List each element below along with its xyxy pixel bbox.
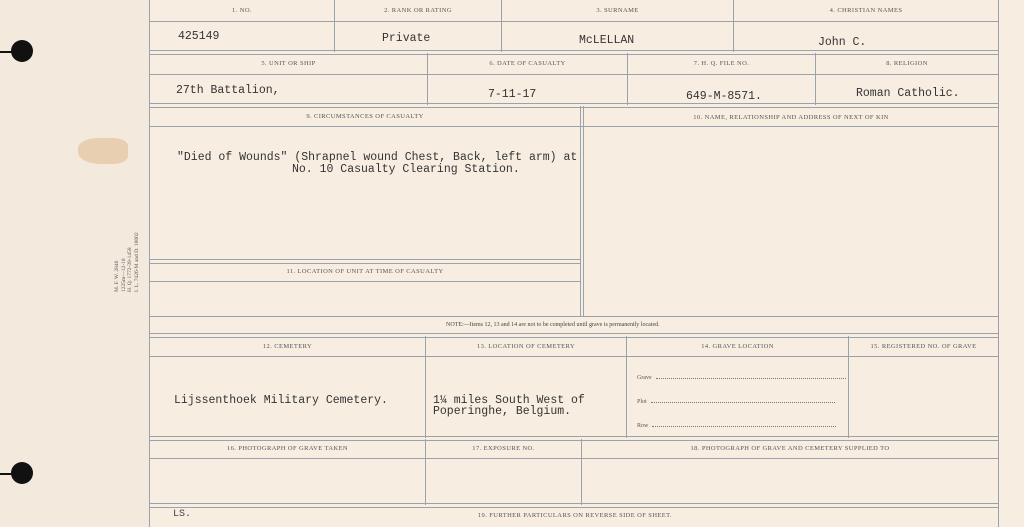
print-code-line: 1225m—12-18 <box>120 258 127 292</box>
row-label: Row <box>637 423 649 429</box>
print-code-line: I. L. 7426-M and D. 10002 <box>133 232 140 292</box>
rule <box>149 74 999 75</box>
footer-further-particulars: 19. FURTHER PARTICULARS ON REVERSE SIDE OF SHEET. <box>477 512 673 519</box>
label-cemetery-location: 13. LOCATION OF CEMETERY <box>476 343 576 350</box>
rule-double <box>149 333 999 338</box>
value-date: 7-11-17 <box>488 88 537 101</box>
rule <box>149 21 999 22</box>
label-unit: 5. UNIT OR SHIP <box>261 60 316 67</box>
grave-field <box>637 374 846 381</box>
divider <box>848 336 849 438</box>
label-photo-supplied: 18. PHOTOGRAPH OF GRAVE AND CEMETERY SUPPLIED TO <box>690 445 890 452</box>
value-circumstances-line2: No. 10 Casualty Clearing Station. <box>292 163 520 176</box>
label-religion: 8. RELIGION <box>886 60 928 67</box>
label-grave-location: 14. GRAVE LOCATION <box>701 343 774 350</box>
divider <box>425 336 426 438</box>
note-items: NOTE:—Items 12, 13 and 14 are not to be completed until grave is permanently located. <box>446 322 660 328</box>
print-code-line: H. Q. 1772-39-1458 <box>127 247 133 292</box>
plot-label: Plot <box>637 399 647 405</box>
binder-hole-bottom <box>11 462 33 484</box>
label-photo-taken: 16. PHOTOGRAPH OF GRAVE TAKEN <box>226 445 349 452</box>
value-christian: John C. <box>818 36 867 49</box>
divider <box>583 106 584 316</box>
value-surname: McLELLAN <box>579 34 635 47</box>
label-exposure: 17. EXPOSURE NO. <box>472 445 535 452</box>
print-code <box>114 232 140 292</box>
label-cemetery: 12. CEMETERY <box>262 343 313 350</box>
divider <box>626 336 627 438</box>
value-cemetery-location-line1: 1¼ miles South West of <box>433 394 585 407</box>
value-circumstances-line1: "Died of Wounds" (Shrapnel wound Chest, Back, left arm) at <box>177 151 578 164</box>
grave-label: Grave <box>637 375 652 381</box>
rule <box>149 458 999 459</box>
value-religion: Roman Catholic. <box>856 87 960 100</box>
rule <box>149 126 999 127</box>
value-no: 425149 <box>178 30 220 43</box>
rule-double <box>149 503 999 508</box>
paper-tear <box>78 138 128 164</box>
clerk-initials: LS. <box>173 509 192 520</box>
label-kin: 10. NAME, RELATIONSHIP AND ADDRESS OF NEXT OF KIN <box>693 114 889 121</box>
label-date: 6. DATE OF CASUALTY <box>489 60 566 67</box>
row-dots <box>652 422 836 427</box>
label-no: 1. NO. <box>232 7 252 14</box>
rule <box>149 316 999 317</box>
rule <box>149 356 999 357</box>
print-code-line: M. F. W. 2846 <box>114 260 120 292</box>
label-surname: 3. SURNAME <box>596 7 639 14</box>
label-rank: 2. RANK OR RATING <box>384 7 452 14</box>
value-rank: Private <box>382 32 431 45</box>
plot-field <box>637 398 835 405</box>
label-circumstances: 9. CIRCUMSTANCES OF CASUALTY <box>306 113 424 120</box>
grave-dots <box>656 374 846 379</box>
binder-hole-top <box>11 40 33 62</box>
value-unit: 27th Battalion, <box>176 84 280 97</box>
label-christian: 4. CHRISTIAN NAMES <box>829 7 903 14</box>
row-field <box>637 422 836 429</box>
label-hq: 7. H. Q. FILE NO. <box>693 60 750 67</box>
value-cemetery-location-line2: Poperinghe, Belgium. <box>433 405 572 418</box>
rule-double <box>149 259 581 264</box>
divider <box>580 106 581 316</box>
label-registered: 15. REGISTERED NO. OF GRAVE <box>870 343 977 350</box>
value-cemetery: Lijssenthoek Military Cemetery. <box>174 394 388 407</box>
label-location-unit: 11. LOCATION OF UNIT AT TIME OF CASUALTY <box>286 268 444 275</box>
frame-right <box>998 0 999 527</box>
rule-double <box>149 103 999 108</box>
value-hq: 649-M-8571. <box>686 90 762 103</box>
plot-dots <box>651 398 835 403</box>
rule <box>149 281 581 282</box>
rule-double <box>149 50 999 55</box>
rule-double <box>149 436 999 441</box>
